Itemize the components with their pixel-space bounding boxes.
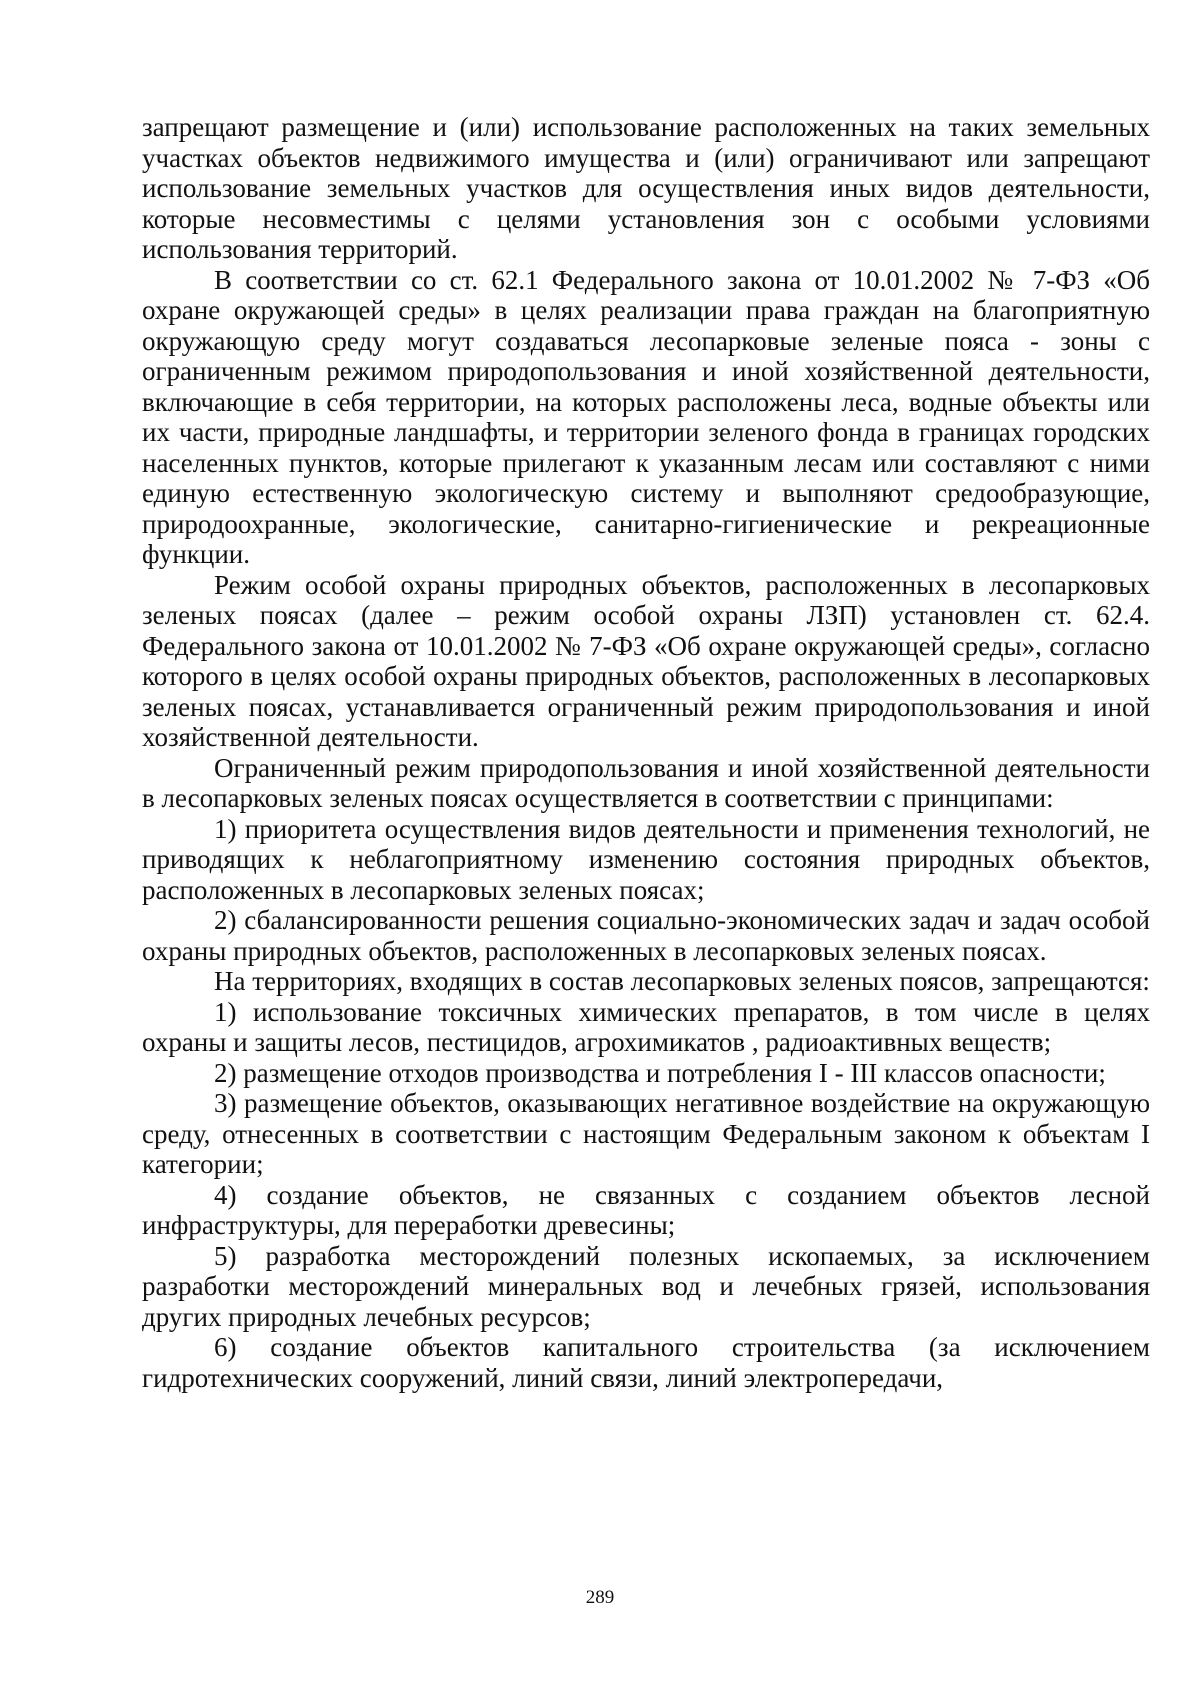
prohibition-item-3: 3) размещение объектов, оказывающих негативное воздействие на окружающую среду, отнесенных в соответствии с настоящим Федеральным законом к объектам I категории;: [142, 1088, 1150, 1179]
prohibition-item-6: 6) создание объектов капитального строительства (за исключением гидротехнических сооружений, линий связи, линий электропередачи,: [142, 1332, 1150, 1393]
prohibition-item-5: 5) разработка месторождений полезных ископаемых, за исключением разработки месторождений минеральных вод и лечебных грязей, использования других природных лечебных ресурсов;: [142, 1240, 1150, 1332]
paragraph-principles-intro: Ограниченный режим природопользования и иной хозяйственной деятельности в лесопарковых зеленых поясах осуществляется в соответствии с принципами:: [142, 752, 1150, 813]
paragraph-protection-regime: Режим особой охраны природных объектов, расположенных в лесопарковых зеленых поясах (далее – режим особой охраны ЛЗП) установлен ст. 62.4. Федерального закона от 10.01.2002 № 7-ФЗ «Об охране окружающей среды», согласно которого в целях особой охраны природных объектов, расположенных в лесопарковых зеленых поясах, устанавливается ограниченный режим природопользования и иной хозяйственной деятельности.: [142, 569, 1150, 752]
prohibition-item-4: 4) создание объектов, не связанных с созданием объектов лесной инфраструктуры, для переработки древесины;: [142, 1179, 1150, 1240]
principle-item-2: 2) сбалансированности решения социально-экономических задач и задач особой охраны природных объектов, расположенных в лесопарковых зеленых поясах.: [142, 905, 1150, 966]
paragraph-lzp-definition: В соответствии со ст. 62.1 Федерального закона от 10.01.2002 № 7-ФЗ «Об охране окружающей среды» в целях реализации права граждан на благоприятную окружающую среду могут создаваться лесопарковые зеленые пояса - зоны с ограниченным режимом природопользования и иной хозяйственной деятельности, включающие в себя территории, на которых расположены леса, водные объекты или их части, природные ландшафты, и территории зеленого фонда в границах городских населенных пунктов, которые прилегают к указанным лесам или составляют с ними единую естественную экологическую систему и выполняют средообразующие, природоохранные, экологические, санитарно-гигиенические и рекреационные функции.: [142, 264, 1150, 569]
principle-item-1: 1) приоритета осуществления видов деятельности и применения технологий, не приводящих к неблагоприятному изменению состояния природных объектов, расположенных в лесопарковых зеленых поясах;: [142, 813, 1150, 905]
paragraph-prohibitions-intro: На территориях, входящих в состав лесопарковых зеленых поясов, запрещаются:: [214, 966, 1150, 996]
prohibition-item-1: 1) использование токсичных химических препаратов, в том числе в целях охраны и защиты лесов, пестицидов, агрохимикатов , радиоактивных веществ;: [142, 996, 1150, 1057]
paragraph-continuation: запрещают размещение и (или) использование расположенных на таких земельных участках объектов недвижимого имущества и (или) ограничивают или запрещают использование земельных участков для осуществления иных видов деятельности, которые несовместимы с целями установления зон с особыми условиями использования территорий.: [142, 112, 1150, 264]
page-number: 289: [585, 1587, 615, 1608]
prohibition-item-2: 2) размещение отходов производства и потребления I - III классов опасности;: [214, 1057, 1106, 1088]
document-body: [142, 112, 1150, 1393]
